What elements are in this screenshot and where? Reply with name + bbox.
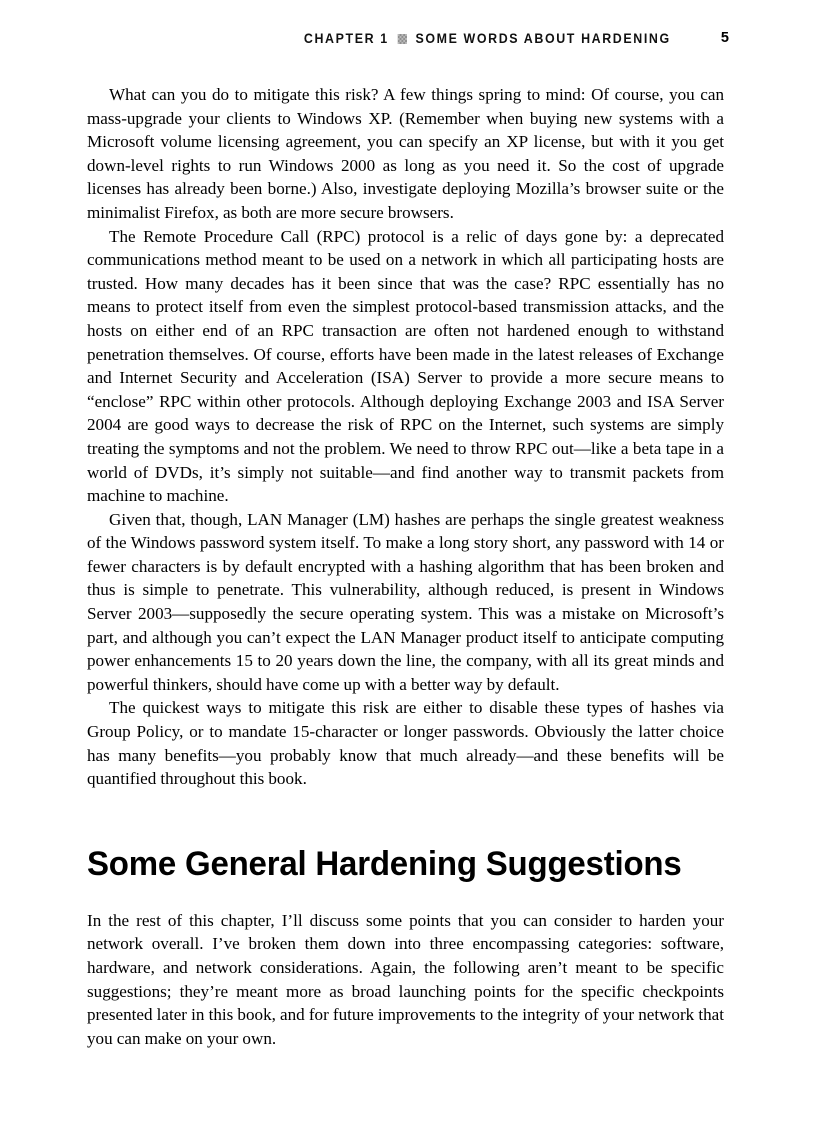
- running-head-chapter-label: CHAPTER 1: [304, 30, 390, 46]
- body-paragraph-3: Given that, though, LAN Manager (LM) hashes are perhaps the single greatest weakness of the Windows password system itself. To make a long story short, any password with 14 or fewer characters is by default encrypted with a hashing algorithm that has been broken and thus is simple to penetrate. This vulnerability, although reduced, is present in Windows Server 2003—supposedly the secure operating system. This was a mistake on Microsoft’s part, and although you can’t expect the LAN Manager product itself to anticipate computing power enhancements 15 to 20 years down the line, the company, with all its great minds and powerful thinkers, should have come up with a better way by default.: [87, 509, 724, 694]
- body-column: [87, 83, 724, 1050]
- running-head-inner: [87, 31, 671, 46]
- section-heading: Some General Hardening Suggestions: [87, 844, 682, 883]
- running-head-chapter-title: SOME WORDS ABOUT HARDENING: [415, 30, 671, 46]
- heading-top-spacer: [87, 791, 724, 845]
- body-paragraph-4: The quickest ways to mitigate this risk are either to disable these types of hashes via Group Policy, or to mandate 15-character or longer passwords. Obviously the latter choice has many benefits—you probably know that much already—and these benefits will be quantified throughout this book.: [87, 698, 724, 789]
- heading-bottom-spacer: [87, 883, 724, 909]
- body-paragraph-1: What can you do to mitigate this risk? A few things spring to mind: Of course, you can mass-upgrade your clients to Windows XP. (Remember when buying new systems with a Microsoft volume licensing agreement, you can specify an XP license, but with it you get down-level rights to run Windows 2000 as long as you need it. So the cost of upgrade licenses has already been borne.) Also, investigate deploying Mozilla’s browser suite or the minimalist Firefox, as both are more secure browsers.: [87, 85, 724, 222]
- section-intro-paragraph: In the rest of this chapter, I’ll discuss some points that you can consider to harden your network overall. I’ve broken them down into three encompassing categories: software, hardware, and network considerations. Again, the following aren’t meant to be specific suggestions; they’re meant more as broad launching points for the specific checkpoints presented later in this book, and for future improvements to the integrity of your network that you can make on your own.: [87, 910, 724, 1048]
- running-head-text: [304, 31, 671, 46]
- page-number: 5: [720, 30, 729, 46]
- body-paragraph-2: The Remote Procedure Call (RPC) protocol is a relic of days gone by: a deprecated communications method meant to be used on a network in which all participating hosts are trusted. How many decades has it been since that was the case? RPC essentially has no means to protect itself from even the simplest protocol-based transmission attacks, and the hosts on either end of an RPC transaction are often not hardened enough to withstand penetration themselves. Of course, efforts have been made in the latest releases of Exchange and Internet Security and Acceleration (ISA) Server to provide a more secure means to “enclose” RPC within other protocols. Although deploying Exchange 2003 and ISA Server 2004 are good ways to decrease the risk of RPC on the Internet, such systems are simply treating the symptoms and not the problem. We need to throw RPC out—like a beta tape in a world of DVDs, it’s simply not suitable—and find another way to transmit packets from machine to machine.: [87, 226, 724, 506]
- running-head: [87, 28, 729, 48]
- hatched-square-icon: [398, 34, 407, 44]
